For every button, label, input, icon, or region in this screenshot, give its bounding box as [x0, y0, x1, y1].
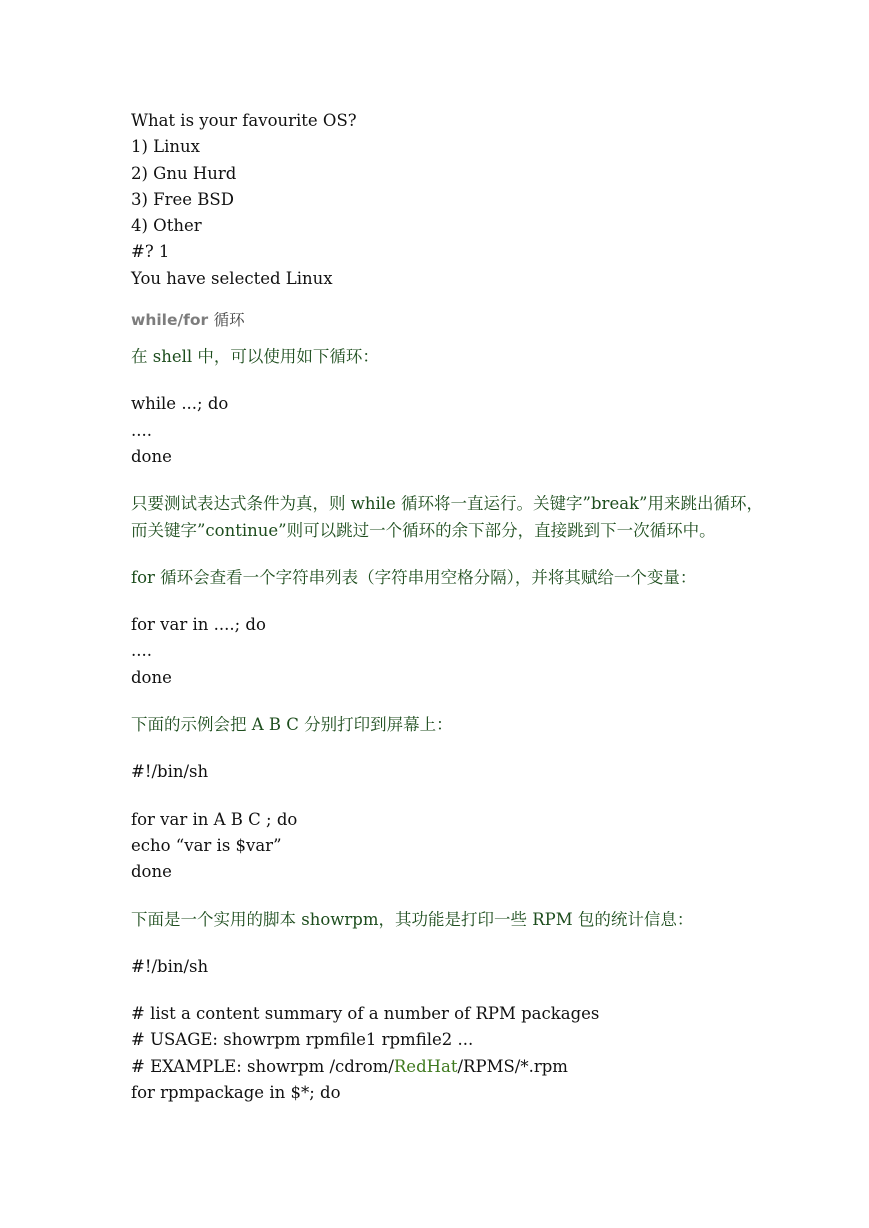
abc-shebang: #!/bin/sh	[131, 762, 209, 782]
redhat-link[interactable]: RedHat	[393, 1056, 458, 1076]
while-description	[131, 491, 771, 544]
code-text: /RPMS/*.rpm	[457, 1056, 568, 1076]
for-description: for 循环会查看一个字符串列表（字符串用空格分隔），并将其赋给一个变量：	[131, 567, 697, 587]
section-heading-zh: 循环	[213, 311, 245, 330]
code-line: ....	[131, 641, 152, 661]
for-code-block	[131, 612, 771, 691]
code-line: done	[131, 862, 172, 882]
code-line: for rpmpackage in $*; do	[131, 1083, 341, 1103]
select-output-line: 1) Linux	[131, 137, 200, 157]
select-output-line: 3) Free BSD	[131, 189, 234, 209]
code-text: # EXAMPLE: showrpm /cdrom/	[131, 1056, 394, 1076]
code-line: echo “var is $var”	[131, 835, 282, 855]
code-line: for var in A B C ; do	[131, 809, 298, 829]
showrpm-code-block	[131, 1001, 771, 1106]
while-description-line: 只要测试表达式条件为真，则 while 循环将一直运行。关键字”break”用来跳出循环，	[131, 494, 763, 514]
section-heading	[131, 308, 771, 330]
showrpm-shebang: #!/bin/sh	[131, 956, 209, 976]
select-output-line: 4) Other	[131, 216, 202, 236]
select-output-block	[131, 108, 771, 292]
showrpm-description: 下面是一个实用的脚本 showrpm，其功能是打印一些 RPM 包的统计信息：	[131, 909, 694, 929]
code-line: # USAGE: showrpm rpmfile1 rpmfile2 ...	[131, 1030, 474, 1050]
abc-code-block	[131, 807, 771, 886]
code-line: done	[131, 446, 172, 466]
select-output-line: 2) Gnu Hurd	[131, 163, 237, 183]
while-description-line: 而关键字”continue”则可以跳过一个循环的余下部分，直接跳到下一次循环中。	[131, 520, 716, 540]
code-line	[131, 1054, 771, 1080]
abc-description: 下面的示例会把 A B C 分别打印到屏幕上：	[131, 715, 453, 735]
document-page	[131, 108, 771, 1106]
select-output-line: What is your favourite OS?	[131, 111, 357, 130]
code-line: done	[131, 667, 172, 687]
code-line: for var in ....; do	[131, 615, 266, 635]
code-line: # list a content summary of a number of RPM packages	[131, 1004, 600, 1024]
code-line: while ...; do	[131, 394, 229, 414]
select-output-line: You have selected Linux	[131, 268, 333, 288]
code-line: ....	[131, 420, 152, 440]
intro-paragraph: 在 shell 中，可以使用如下循环：	[131, 347, 379, 367]
while-code-block	[131, 391, 771, 470]
section-heading-en: while/for	[131, 311, 209, 330]
select-output-line: #? 1	[131, 242, 170, 262]
